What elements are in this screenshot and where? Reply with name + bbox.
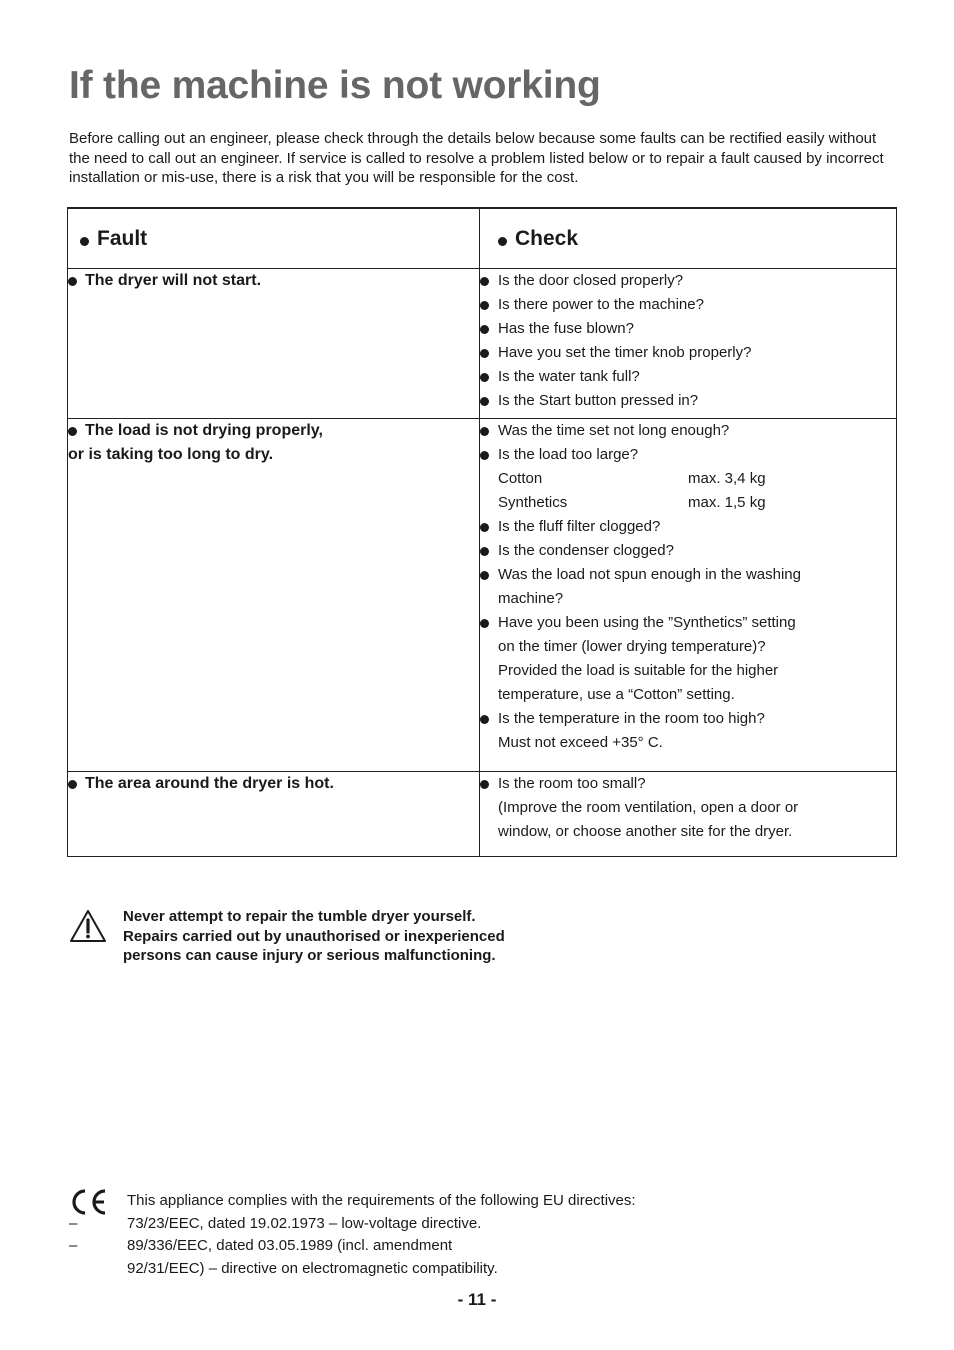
check-text: Is the fluff filter clogged? [498,518,661,535]
check-continuation: machine? [498,590,564,607]
bullet-icon [80,237,89,246]
check-text: Is the room too small? [498,775,646,792]
check-header-label: Check [515,227,579,250]
fault-cell [68,772,480,857]
page-number: - 11 - [457,1290,497,1309]
list-dash: – [69,1237,78,1254]
check-text: Was the load not spun enough in the washing [498,566,801,583]
list-dash: – [69,1214,78,1232]
bullet-icon [498,237,507,246]
load-material: Cotton [498,470,543,487]
check-text: Is there power to the machine? [498,296,704,313]
list-item [480,563,896,587]
bullet-icon [480,715,489,724]
directive-text: 92/31/EEC) – directive on electromagnetic compatibility. [127,1259,498,1277]
check-continuation: Provided the load is suitable for the higher [498,662,779,679]
bullet-icon [480,451,489,460]
bullet-icon [480,277,489,286]
bullet-icon [480,373,489,382]
fault-check-table [67,207,897,857]
check-text: Have you been using the ”Synthetics” setting [498,614,796,631]
list-item [480,443,896,467]
list-item [480,772,896,796]
list-item [480,539,896,563]
list-item [480,293,896,317]
list-item [480,707,896,731]
bullet-icon [480,780,489,789]
bullet-icon [480,325,489,334]
warning-text: persons can cause injury or serious malfunctioning. [123,947,496,965]
table-row [68,419,897,772]
fault-cell [68,419,480,772]
list-item [480,419,896,443]
bullet-icon [68,277,77,286]
list-item [480,365,896,389]
table-row [68,269,897,419]
bullet-icon [480,397,489,406]
check-text: Is the door closed properly? [498,272,684,289]
load-limits [480,467,896,515]
warning-triangle-icon [69,909,107,943]
directive-text: 73/23/EEC, dated 19.02.1973 – low-voltage directive. [127,1214,482,1232]
check-text: Is the condenser clogged? [498,542,674,559]
check-continuation: on the timer (lower drying temperature)? [498,638,766,655]
bullet-icon [480,427,489,436]
bullet-icon [68,780,77,789]
table-row [68,772,897,857]
check-text: Have you set the timer knob properly? [498,344,752,361]
check-text: Is the load too large? [498,446,639,463]
list-item [480,389,896,413]
fault-text-continuation: or is taking too long to dry. [68,446,274,463]
check-text: Is the water tank full? [498,368,640,385]
fault-text: The area around the dryer is hot. [85,775,334,792]
load-max: max. 3,4 kg [688,470,766,487]
check-continuation: window, or choose another site for the dryer. [498,823,793,840]
check-text: Has the fuse blown? [498,320,634,337]
check-cell [480,419,897,772]
table-header-row [68,208,897,269]
check-text: Is the Start button pressed in? [498,392,699,409]
warning-text: Never attempt to repair the tumble dryer yourself. [123,908,476,925]
check-continuation: Must not exceed +35° C. [498,734,663,751]
fault-column-header [68,208,480,269]
list-item [480,317,896,341]
check-column-header [480,208,897,269]
check-continuation: (Improve the room ventilation, open a door or [498,799,799,816]
intro-paragraph: Before calling out an engineer, please check through the details below because some faults can be rectified easily without the need to call out an engineer. If service is called to resolve a problem listed below or to repair a fault caused by incorrect installation or mis-use, there is a risk that you will be responsible for the cost. [69,130,884,186]
check-text: Is the temperature in the room too high? [498,710,765,727]
bullet-icon [480,523,489,532]
warning-notice [69,907,583,966]
fault-header-label: Fault [97,227,148,250]
compliance-statement [69,1190,636,1280]
fault-cell [68,269,480,419]
check-continuation: temperature, use a “Cotton” setting. [498,686,735,703]
page-title: If the machine is not working [69,64,601,107]
bullet-icon [480,301,489,310]
bullet-icon [68,427,77,436]
directive-text: 89/336/EEC, dated 03.05.1989 (incl. amendment [127,1237,453,1254]
check-cell [480,772,897,857]
check-text: Was the time set not long enough? [498,422,730,439]
bullet-icon [480,349,489,358]
bullet-icon [480,547,489,556]
fault-text: The dryer will not start. [85,272,262,289]
list-item [480,611,896,635]
load-max: max. 1,5 kg [688,494,766,511]
list-item [480,341,896,365]
list-item [480,269,896,293]
warning-text: Repairs carried out by unauthorised or inexperienced [123,927,505,945]
compliance-intro: This appliance complies with the requirements of the following EU directives: [127,1192,636,1209]
fault-text: The load is not drying properly, [85,422,323,439]
bullet-icon [480,571,489,580]
bullet-icon [480,619,489,628]
load-material: Synthetics [498,494,568,511]
check-cell [480,269,897,419]
list-item [480,515,896,539]
